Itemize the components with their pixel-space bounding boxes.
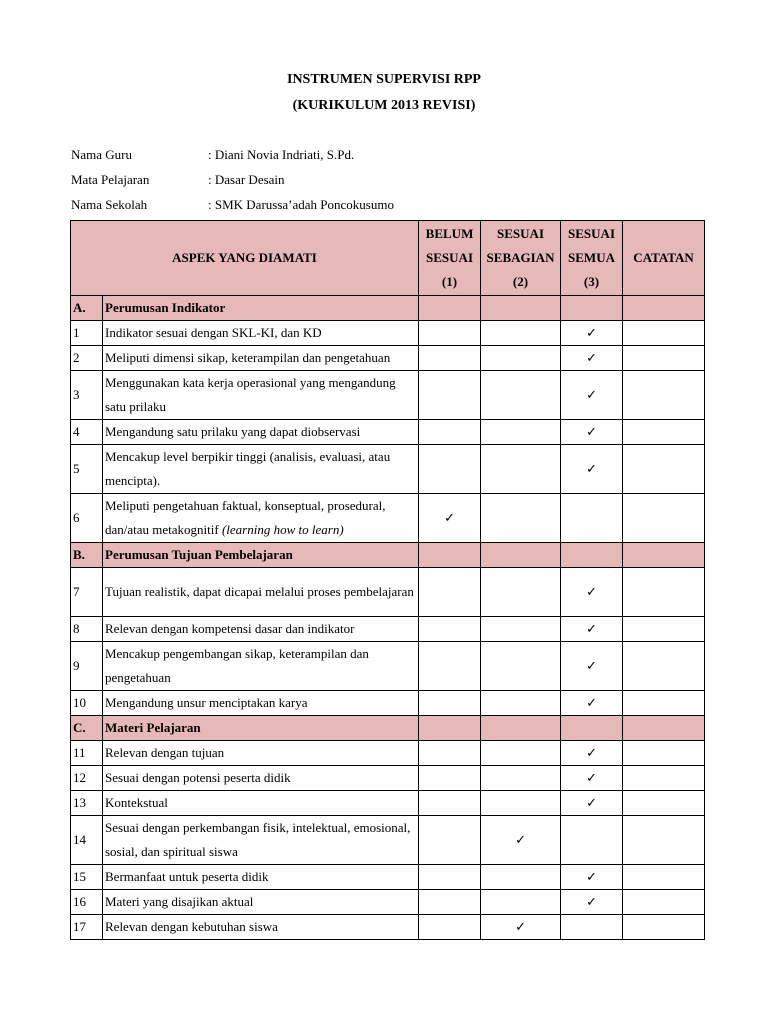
aspect-text: Mencakup level berpikir tinggi (analisis, evaluasi, atau mencipta). xyxy=(105,449,391,488)
section-letter: B. xyxy=(71,543,103,568)
check-mark-icon: ✓ xyxy=(444,510,455,525)
catatan-cell xyxy=(623,915,705,940)
check-mark-icon: ✓ xyxy=(586,795,597,810)
section-empty-cell xyxy=(623,543,705,568)
aspect-text: Sesuai dengan potensi peserta didik xyxy=(105,770,291,785)
table-row xyxy=(71,346,705,371)
score-cell-1 xyxy=(419,568,481,617)
score-cell-2 xyxy=(481,371,561,420)
catatan-cell xyxy=(623,766,705,791)
score-cell-3 xyxy=(561,420,623,445)
header-sesuai-semua xyxy=(561,221,623,296)
catatan-cell xyxy=(623,617,705,642)
header-aspek: ASPEK YANG DIAMATI xyxy=(71,221,419,296)
check-mark-icon: ✓ xyxy=(586,770,597,785)
row-number: 13 xyxy=(71,791,103,816)
score-cell-2 xyxy=(481,691,561,716)
catatan-cell xyxy=(623,816,705,865)
score-cell-2 xyxy=(481,568,561,617)
row-number: 11 xyxy=(71,741,103,766)
check-mark-icon: ✓ xyxy=(586,745,597,760)
table-row xyxy=(71,865,705,890)
score-cell-2 xyxy=(481,865,561,890)
section-empty-cell xyxy=(419,543,481,568)
row-aspect-text xyxy=(103,321,419,346)
score-cell-2 xyxy=(481,494,561,543)
row-number: 6 xyxy=(71,494,103,543)
row-number: 3 xyxy=(71,371,103,420)
section-row xyxy=(71,296,705,321)
check-mark-icon: ✓ xyxy=(586,461,597,476)
row-aspect-text xyxy=(103,371,419,420)
aspect-text: Tujuan realistik, dapat dicapai melalui proses pembelajaran xyxy=(105,584,414,599)
score-cell-1 xyxy=(419,865,481,890)
check-mark-icon: ✓ xyxy=(515,919,526,934)
score-cell-3 xyxy=(561,617,623,642)
table-row xyxy=(71,420,705,445)
aspect-text: Relevan dengan kompetensi dasar dan indikator xyxy=(105,621,355,636)
catatan-cell xyxy=(623,642,705,691)
score-cell-3 xyxy=(561,691,623,716)
score-cell-3 xyxy=(561,791,623,816)
aspect-text: Mengandung unsur menciptakan karya xyxy=(105,695,308,710)
row-aspect-text xyxy=(103,346,419,371)
section-empty-cell xyxy=(561,296,623,321)
row-aspect-text xyxy=(103,568,419,617)
row-number: 15 xyxy=(71,865,103,890)
row-aspect-text xyxy=(103,494,419,543)
score-cell-1 xyxy=(419,691,481,716)
section-empty-cell xyxy=(419,296,481,321)
score-cell-3 xyxy=(561,890,623,915)
score-cell-2 xyxy=(481,791,561,816)
score-cell-3 xyxy=(561,915,623,940)
header-line: SEBAGIAN xyxy=(486,250,555,265)
score-cell-1 xyxy=(419,741,481,766)
score-cell-3 xyxy=(561,346,623,371)
score-cell-1 xyxy=(419,915,481,940)
row-number: 9 xyxy=(71,642,103,691)
score-cell-2 xyxy=(481,346,561,371)
table-row xyxy=(71,816,705,865)
aspect-text: Sesuai dengan perkembangan fisik, intelektual, emosional, sosial, dan spiritual siswa xyxy=(105,820,411,859)
row-number: 7 xyxy=(71,568,103,617)
catatan-cell xyxy=(623,691,705,716)
score-cell-1 xyxy=(419,890,481,915)
score-cell-1 xyxy=(419,791,481,816)
section-title: Perumusan Tujuan Pembelajaran xyxy=(103,543,419,568)
check-mark-icon: ✓ xyxy=(515,832,526,847)
score-cell-2 xyxy=(481,420,561,445)
catatan-cell xyxy=(623,494,705,543)
section-empty-cell xyxy=(623,296,705,321)
check-mark-icon: ✓ xyxy=(586,387,597,402)
header-line: (3) xyxy=(583,274,600,289)
section-letter: C. xyxy=(71,716,103,741)
info-value: : SMK Darussa’adah Poncokusumo xyxy=(208,197,394,212)
section-row xyxy=(71,543,705,568)
header-line: (1) xyxy=(441,274,458,289)
header-line: SEMUA xyxy=(568,250,615,265)
row-aspect-text xyxy=(103,445,419,494)
section-empty-cell xyxy=(481,716,561,741)
row-aspect-text xyxy=(103,642,419,691)
section-letter: A. xyxy=(71,296,103,321)
catatan-cell xyxy=(623,890,705,915)
info-value: : Dasar Desain xyxy=(208,172,285,187)
score-cell-1 xyxy=(419,445,481,494)
score-cell-2 xyxy=(481,766,561,791)
row-aspect-text xyxy=(103,890,419,915)
aspect-text: Kontekstual xyxy=(105,795,168,810)
score-cell-2 xyxy=(481,915,561,940)
row-aspect-text xyxy=(103,617,419,642)
aspect-text: Menggunakan kata kerja operasional yang mengandung satu prilaku xyxy=(105,375,396,414)
row-number: 10 xyxy=(71,691,103,716)
section-empty-cell xyxy=(561,716,623,741)
section-title: Perumusan Indikator xyxy=(103,296,419,321)
score-cell-1 xyxy=(419,494,481,543)
score-cell-2 xyxy=(481,321,561,346)
score-cell-3 xyxy=(561,445,623,494)
score-cell-3 xyxy=(561,741,623,766)
aspect-text: Mengandung satu prilaku yang dapat diobservasi xyxy=(105,424,361,439)
table-row xyxy=(71,494,705,543)
score-cell-2 xyxy=(481,816,561,865)
table-row xyxy=(71,766,705,791)
score-cell-2 xyxy=(481,890,561,915)
section-empty-cell xyxy=(481,296,561,321)
row-aspect-text xyxy=(103,865,419,890)
table-row xyxy=(71,617,705,642)
catatan-cell xyxy=(623,741,705,766)
score-cell-1 xyxy=(419,642,481,691)
score-cell-1 xyxy=(419,816,481,865)
section-empty-cell xyxy=(419,716,481,741)
score-cell-1 xyxy=(419,617,481,642)
score-cell-1 xyxy=(419,766,481,791)
score-cell-3 xyxy=(561,321,623,346)
header-line: (2) xyxy=(512,274,529,289)
row-aspect-text xyxy=(103,691,419,716)
table-row xyxy=(71,445,705,494)
score-cell-3 xyxy=(561,642,623,691)
score-cell-3 xyxy=(561,371,623,420)
row-aspect-text xyxy=(103,816,419,865)
table-row xyxy=(71,791,705,816)
row-number: 4 xyxy=(71,420,103,445)
table-header-row xyxy=(71,221,705,296)
header-line: SESUAI xyxy=(497,226,544,241)
section-row xyxy=(71,716,705,741)
row-aspect-text xyxy=(103,791,419,816)
catatan-cell xyxy=(623,865,705,890)
score-cell-3 xyxy=(561,568,623,617)
catatan-cell xyxy=(623,321,705,346)
document-title: INSTRUMEN SUPERVISI RPP xyxy=(287,72,481,87)
header-line: SESUAI xyxy=(426,250,473,265)
aspect-text: Relevan dengan tujuan xyxy=(105,745,225,760)
header-line: SESUAI xyxy=(568,226,615,241)
aspect-text: Relevan dengan kebutuhan siswa xyxy=(105,919,278,934)
header-sesuai-sebagian xyxy=(481,221,561,296)
info-label: Nama Sekolah xyxy=(71,197,148,212)
table-row xyxy=(71,915,705,940)
table-row xyxy=(71,691,705,716)
section-empty-cell xyxy=(561,543,623,568)
document-subtitle: (KURIKULUM 2013 REVISI) xyxy=(292,98,476,113)
check-mark-icon: ✓ xyxy=(586,695,597,710)
score-cell-2 xyxy=(481,741,561,766)
check-mark-icon: ✓ xyxy=(586,325,597,340)
table-row xyxy=(71,741,705,766)
row-number: 12 xyxy=(71,766,103,791)
check-mark-icon: ✓ xyxy=(586,621,597,636)
catatan-cell xyxy=(623,791,705,816)
header-catatan: CATATAN xyxy=(623,221,705,296)
score-cell-2 xyxy=(481,642,561,691)
row-aspect-text xyxy=(103,915,419,940)
score-cell-1 xyxy=(419,346,481,371)
score-cell-3 xyxy=(561,494,623,543)
catatan-cell xyxy=(623,371,705,420)
score-cell-2 xyxy=(481,617,561,642)
supervision-table xyxy=(70,220,705,940)
score-cell-1 xyxy=(419,321,481,346)
aspect-text: Bermanfaat untuk peserta didik xyxy=(105,869,269,884)
aspect-text: Meliputi pengetahuan faktual, konseptual, prosedural, dan/atau metakognitif xyxy=(105,498,386,537)
row-number: 2 xyxy=(71,346,103,371)
aspect-text: Materi yang disajikan aktual xyxy=(105,894,254,909)
table-row xyxy=(71,568,705,617)
score-cell-1 xyxy=(419,371,481,420)
header-belum-sesuai xyxy=(419,221,481,296)
catatan-cell xyxy=(623,346,705,371)
info-value: : Diani Novia Indriati, S.Pd. xyxy=(208,147,355,162)
score-cell-3 xyxy=(561,766,623,791)
score-cell-1 xyxy=(419,420,481,445)
table-row xyxy=(71,321,705,346)
aspect-text: Meliputi dimensi sikap, keterampilan dan pengetahuan xyxy=(105,350,391,365)
row-number: 16 xyxy=(71,890,103,915)
row-number: 8 xyxy=(71,617,103,642)
check-mark-icon: ✓ xyxy=(586,869,597,884)
check-mark-icon: ✓ xyxy=(586,658,597,673)
score-cell-3 xyxy=(561,816,623,865)
info-label: Mata Pelajaran xyxy=(71,172,150,187)
table-body xyxy=(71,296,705,940)
row-number: 17 xyxy=(71,915,103,940)
check-mark-icon: ✓ xyxy=(586,894,597,909)
score-cell-3 xyxy=(561,865,623,890)
section-empty-cell xyxy=(481,543,561,568)
check-mark-icon: ✓ xyxy=(586,424,597,439)
header-line: BELUM xyxy=(425,226,474,241)
table-row xyxy=(71,890,705,915)
aspect-text-italic: (learning how to learn) xyxy=(221,522,344,537)
table-row xyxy=(71,642,705,691)
section-empty-cell xyxy=(623,716,705,741)
row-aspect-text xyxy=(103,766,419,791)
row-number: 14 xyxy=(71,816,103,865)
catatan-cell xyxy=(623,445,705,494)
aspect-text: Indikator sesuai dengan SKL-KI, dan KD xyxy=(105,325,322,340)
catatan-cell xyxy=(623,420,705,445)
info-label: Nama Guru xyxy=(71,147,133,162)
aspect-text: Mencakup pengembangan sikap, keterampilan dan pengetahuan xyxy=(105,646,369,685)
row-aspect-text xyxy=(103,741,419,766)
row-number: 5 xyxy=(71,445,103,494)
row-aspect-text xyxy=(103,420,419,445)
check-mark-icon: ✓ xyxy=(586,350,597,365)
check-mark-icon: ✓ xyxy=(586,584,597,599)
table-row xyxy=(71,371,705,420)
catatan-cell xyxy=(623,568,705,617)
section-title: Materi Pelajaran xyxy=(103,716,419,741)
row-number: 1 xyxy=(71,321,103,346)
score-cell-2 xyxy=(481,445,561,494)
